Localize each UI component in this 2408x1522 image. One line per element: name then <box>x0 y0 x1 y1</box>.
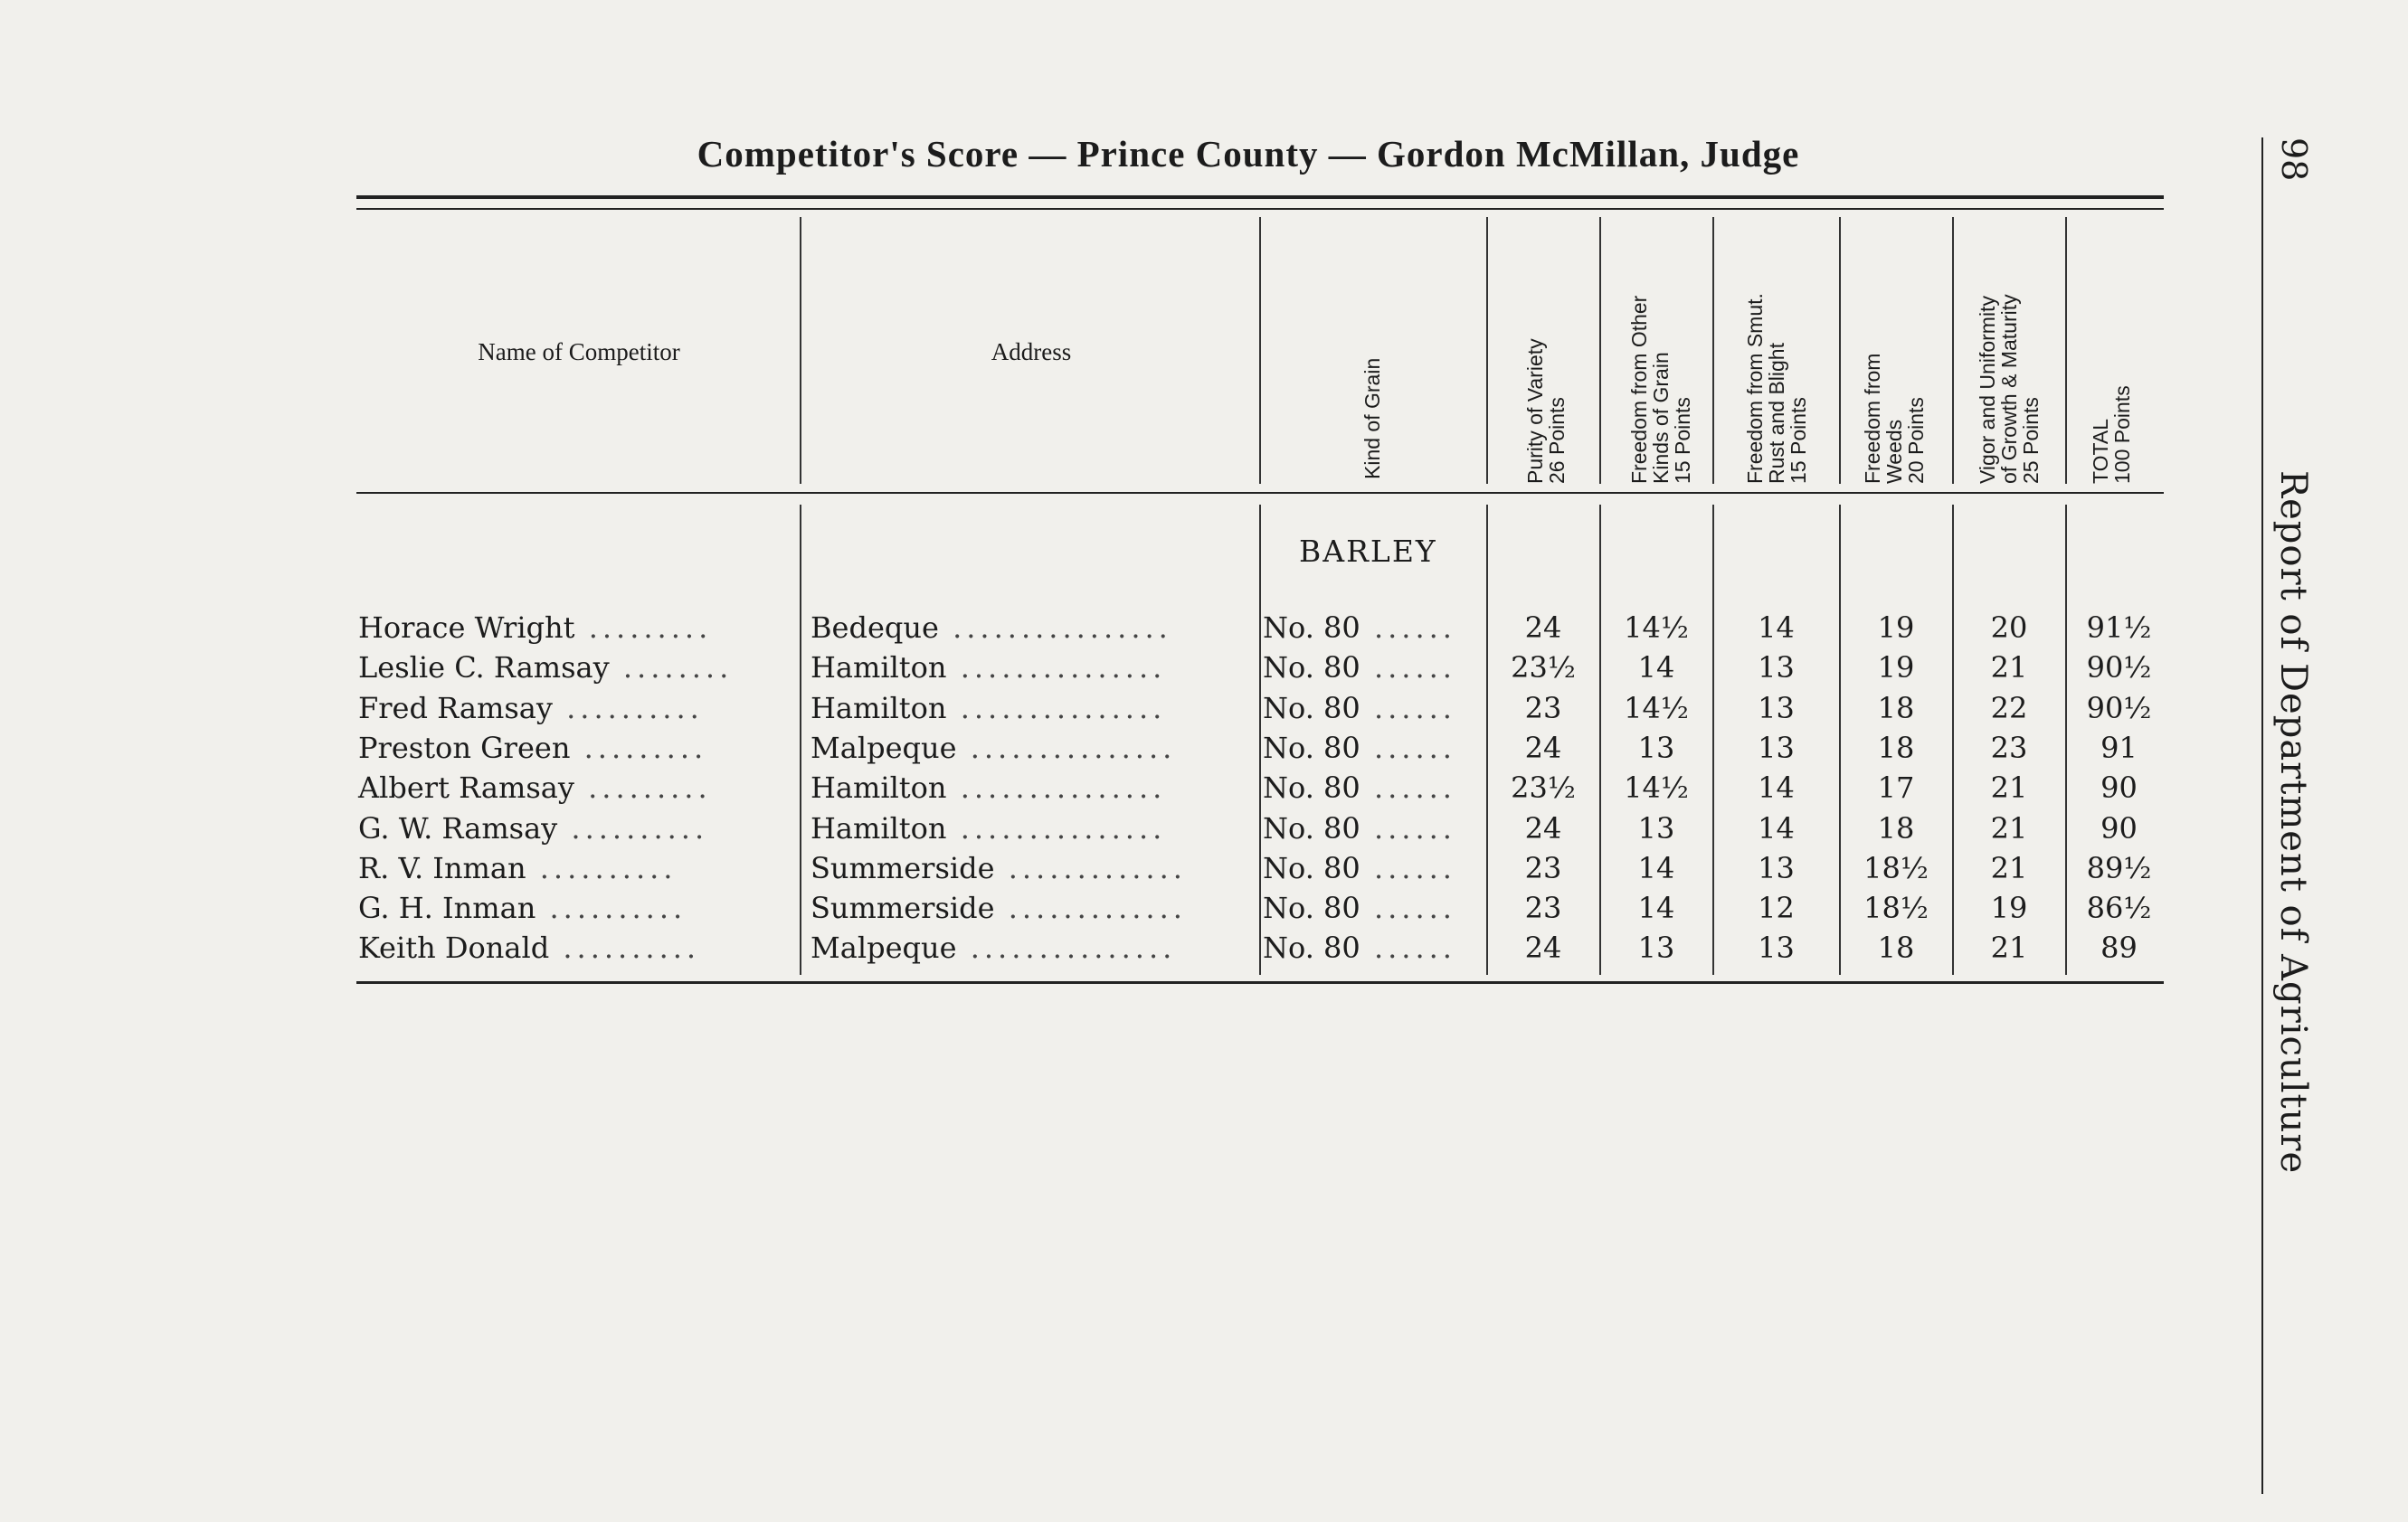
cell-weeds-text: 18 <box>1877 731 1915 765</box>
dot-leader: ...... <box>1360 650 1456 685</box>
cell-weeds <box>1841 728 1951 768</box>
cell-weeds-text: 18 <box>1877 811 1915 846</box>
header-freedom-other: Freedom from Other Kinds of Grain 15 Points <box>1627 295 1694 484</box>
dot-leader: ............... <box>946 770 1167 805</box>
cell-address <box>811 888 1257 928</box>
column-separator <box>2065 217 2067 484</box>
cell-name-text: G. W. Ramsay <box>358 811 558 846</box>
cell-kind-text: No. 80 <box>1263 731 1360 765</box>
header-kind: Kind of Grain <box>1360 357 1384 479</box>
cell-smut-text: 13 <box>1758 851 1795 885</box>
column-separator <box>1259 505 1261 975</box>
cell-other-text: 14 <box>1637 851 1675 885</box>
dot-leader: ...... <box>1360 691 1456 725</box>
column-separator <box>1839 217 1841 484</box>
side-running-title: Report of Department of Agriculture <box>2272 470 2314 1175</box>
cell-weeds <box>1841 848 1951 888</box>
cell-kind <box>1263 688 1485 728</box>
column-separator <box>1712 217 1714 484</box>
dot-leader: ................ <box>938 610 1172 645</box>
dot-leader: ...... <box>1360 891 1456 925</box>
cell-kind-text: No. 80 <box>1263 770 1360 805</box>
cell-weeds-text: 18 <box>1877 691 1915 725</box>
dot-leader: ............... <box>946 811 1167 846</box>
header-total: TOTAL 100 Points <box>2089 385 2134 484</box>
cell-address <box>811 608 1257 648</box>
dot-leader: ......... <box>574 770 712 805</box>
cell-address-text: Bedeque <box>811 610 939 645</box>
cell-other <box>1601 648 1711 687</box>
cell-name-text: R. V. Inman <box>358 851 526 885</box>
cell-total <box>2067 848 2171 888</box>
cell-vigor <box>1954 768 2064 808</box>
cell-kind-text: No. 80 <box>1263 851 1360 885</box>
cell-name-text: Leslie C. Ramsay <box>358 650 610 685</box>
header-freedom-smut: Freedom from Smut. Rust and Blight 15 Points <box>1743 293 1810 484</box>
top-rule-thick <box>356 195 2164 199</box>
cell-vigor-text: 23 <box>1990 731 2028 765</box>
dot-leader: ............... <box>956 931 1177 965</box>
cell-smut <box>1714 888 1838 928</box>
cell-total-text: 90 <box>2100 770 2138 805</box>
cell-name <box>358 608 798 648</box>
cell-kind <box>1263 608 1485 648</box>
cell-other <box>1601 608 1711 648</box>
cell-purity-text: 24 <box>1524 610 1562 645</box>
dot-leader: ............... <box>946 691 1167 725</box>
cell-address-text: Malpeque <box>811 731 957 765</box>
header-purity: Purity of Variety 26 Points <box>1523 338 1569 484</box>
cell-other-text: 13 <box>1637 731 1675 765</box>
cell-other-text: 14½ <box>1624 691 1689 725</box>
cell-address-text: Summerside <box>811 851 995 885</box>
dot-leader: .......... <box>536 891 687 925</box>
cell-address-text: Hamilton <box>811 650 947 685</box>
cell-smut-text: 14 <box>1758 811 1795 846</box>
cell-other <box>1601 688 1711 728</box>
cell-kind-text: No. 80 <box>1263 610 1360 645</box>
cell-other <box>1601 888 1711 928</box>
cell-smut-text: 13 <box>1758 650 1795 685</box>
cell-smut <box>1714 808 1838 848</box>
cell-kind <box>1263 888 1485 928</box>
cell-purity-text: 23½ <box>1511 770 1576 805</box>
cell-weeds <box>1841 928 1951 968</box>
cell-total <box>2067 648 2171 687</box>
cell-vigor-text: 21 <box>1990 770 2028 805</box>
cell-weeds-text: 18½ <box>1863 891 1929 925</box>
dot-leader: ........ <box>609 650 734 685</box>
cell-vigor-text: 20 <box>1990 610 2028 645</box>
cell-purity-text: 24 <box>1524 811 1562 846</box>
cell-smut <box>1714 928 1838 968</box>
cell-name-text: Albert Ramsay <box>358 770 574 805</box>
column-separator <box>1259 217 1261 484</box>
page-number: 98 <box>2274 137 2314 182</box>
cell-address-text: Hamilton <box>811 811 947 846</box>
cell-smut-text: 13 <box>1758 931 1795 965</box>
cell-kind <box>1263 728 1485 768</box>
cell-vigor-text: 21 <box>1990 650 2028 685</box>
cell-total <box>2067 888 2171 928</box>
cell-weeds-text: 17 <box>1877 770 1915 805</box>
cell-kind <box>1263 648 1485 687</box>
cell-other-text: 14 <box>1637 891 1675 925</box>
column-separator <box>1952 217 1954 484</box>
cell-purity <box>1488 808 1598 848</box>
cell-kind-text: No. 80 <box>1263 811 1360 846</box>
dot-leader: ......... <box>574 610 713 645</box>
cell-name-text: Preston Green <box>358 731 571 765</box>
cell-weeds-text: 19 <box>1877 610 1915 645</box>
cell-total-text: 90 <box>2100 811 2138 846</box>
cell-total-text: 86½ <box>2086 891 2152 925</box>
cell-smut-text: 12 <box>1758 891 1795 925</box>
cell-name-text: Fred Ramsay <box>358 691 553 725</box>
cell-weeds-text: 18½ <box>1863 851 1929 885</box>
cell-name-text: Horace Wright <box>358 610 575 645</box>
cell-vigor <box>1954 808 2064 848</box>
cell-other <box>1601 728 1711 768</box>
cell-kind <box>1263 768 1485 808</box>
dot-leader: .......... <box>552 691 704 725</box>
top-rule-thin <box>356 208 2164 210</box>
cell-weeds <box>1841 768 1951 808</box>
cell-other-text: 14½ <box>1624 610 1689 645</box>
cell-weeds-text: 18 <box>1877 931 1915 965</box>
cell-purity-text: 24 <box>1524 931 1562 965</box>
cell-weeds <box>1841 888 1951 928</box>
cell-kind <box>1263 808 1485 848</box>
cell-vigor <box>1954 608 2064 648</box>
cell-total <box>2067 928 2171 968</box>
cell-vigor <box>1954 928 2064 968</box>
cell-vigor-text: 21 <box>1990 811 2028 846</box>
cell-smut <box>1714 728 1838 768</box>
cell-name <box>358 648 798 687</box>
cell-smut <box>1714 688 1838 728</box>
cell-name <box>358 848 798 888</box>
cell-name <box>358 928 798 968</box>
cell-name-text: G. H. Inman <box>358 891 536 925</box>
cell-name-text: Keith Donald <box>358 931 550 965</box>
cell-kind <box>1263 848 1485 888</box>
header-name: Name of Competitor <box>478 338 680 365</box>
cell-vigor <box>1954 888 2064 928</box>
cell-smut-text: 14 <box>1758 610 1795 645</box>
cell-name <box>358 728 798 768</box>
cell-other-text: 14 <box>1637 650 1675 685</box>
cell-vigor <box>1954 648 2064 687</box>
cell-total <box>2067 768 2171 808</box>
column-separator <box>800 505 801 975</box>
cell-kind <box>1263 928 1485 968</box>
cell-address-text: Hamilton <box>811 691 947 725</box>
cell-kind-text: No. 80 <box>1263 931 1360 965</box>
dot-leader: ............. <box>994 851 1187 885</box>
cell-total-text: 90½ <box>2086 691 2152 725</box>
cell-other-text: 14½ <box>1624 770 1689 805</box>
cell-total-text: 89 <box>2100 931 2138 965</box>
cell-smut <box>1714 648 1838 687</box>
cell-vigor <box>1954 728 2064 768</box>
cell-total-text: 89½ <box>2086 851 2152 885</box>
cell-purity-text: 23 <box>1524 851 1562 885</box>
cell-weeds <box>1841 808 1951 848</box>
cell-address-text: Summerside <box>811 891 995 925</box>
dot-leader: .......... <box>549 931 701 965</box>
cell-address <box>811 928 1257 968</box>
cell-total <box>2067 808 2171 848</box>
cell-total <box>2067 608 2171 648</box>
cell-weeds <box>1841 688 1951 728</box>
cell-address <box>811 648 1257 687</box>
column-separator <box>1599 217 1601 484</box>
cell-kind-text: No. 80 <box>1263 891 1360 925</box>
dot-leader: ...... <box>1360 851 1456 885</box>
section-label: BARLEY <box>1299 534 1437 569</box>
cell-other-text: 13 <box>1637 811 1675 846</box>
dot-leader: ............... <box>946 650 1167 685</box>
cell-other <box>1601 848 1711 888</box>
cell-purity <box>1488 848 1598 888</box>
cell-address <box>811 848 1257 888</box>
cell-purity <box>1488 768 1598 808</box>
cell-vigor-text: 21 <box>1990 851 2028 885</box>
dot-leader: .......... <box>557 811 709 846</box>
dot-leader: ...... <box>1360 731 1456 765</box>
cell-purity-text: 23 <box>1524 891 1562 925</box>
cell-other <box>1601 768 1711 808</box>
cell-smut-text: 13 <box>1758 691 1795 725</box>
cell-vigor-text: 21 <box>1990 931 2028 965</box>
cell-total-text: 91 <box>2100 731 2138 765</box>
cell-weeds-text: 19 <box>1877 650 1915 685</box>
cell-vigor <box>1954 688 2064 728</box>
dot-leader: ...... <box>1360 931 1456 965</box>
cell-address-text: Hamilton <box>811 770 947 805</box>
cell-other-text: 13 <box>1637 931 1675 965</box>
cell-smut <box>1714 608 1838 648</box>
dot-leader: ......... <box>570 731 708 765</box>
cell-purity-text: 23½ <box>1511 650 1576 685</box>
cell-purity-text: 23 <box>1524 691 1562 725</box>
header-address: Address <box>991 338 1072 365</box>
dot-leader: ............... <box>956 731 1177 765</box>
cell-purity <box>1488 608 1598 648</box>
dot-leader: .......... <box>526 851 678 885</box>
page-title: Competitor's Score — Prince County — Gordon McMillan, Judge <box>697 133 1800 175</box>
cell-kind-text: No. 80 <box>1263 691 1360 725</box>
cell-smut-text: 14 <box>1758 770 1795 805</box>
cell-name <box>358 768 798 808</box>
cell-kind-text: No. 80 <box>1263 650 1360 685</box>
cell-total-text: 90½ <box>2086 650 2152 685</box>
cell-name <box>358 888 798 928</box>
column-separator <box>1486 217 1488 484</box>
cell-purity <box>1488 648 1598 687</box>
cell-address <box>811 768 1257 808</box>
cell-weeds <box>1841 608 1951 648</box>
header-freedom-weeds: Freedom from Weeds 20 Points <box>1861 353 1928 484</box>
cell-vigor-text: 19 <box>1990 891 2028 925</box>
cell-vigor-text: 22 <box>1990 691 2028 725</box>
cell-address <box>811 808 1257 848</box>
cell-other <box>1601 928 1711 968</box>
cell-total-text: 91½ <box>2086 610 2152 645</box>
cell-weeds <box>1841 648 1951 687</box>
column-separator <box>800 217 801 484</box>
cell-address <box>811 728 1257 768</box>
bottom-rule <box>356 981 2164 984</box>
header-vigor: Vigor and Uniformity of Growth & Maturity 25 Points <box>1976 294 2043 484</box>
cell-smut <box>1714 848 1838 888</box>
cell-total <box>2067 728 2171 768</box>
dot-leader: ............. <box>994 891 1187 925</box>
cell-address <box>811 688 1257 728</box>
dot-leader: ...... <box>1360 811 1456 846</box>
cell-purity <box>1488 928 1598 968</box>
cell-smut-text: 13 <box>1758 731 1795 765</box>
cell-total <box>2067 688 2171 728</box>
cell-address-text: Malpeque <box>811 931 957 965</box>
cell-other <box>1601 808 1711 848</box>
cell-purity <box>1488 688 1598 728</box>
cell-vigor <box>1954 848 2064 888</box>
side-rule <box>2261 137 2263 1494</box>
header-rule <box>356 492 2164 494</box>
cell-purity <box>1488 728 1598 768</box>
cell-name <box>358 808 798 848</box>
cell-purity-text: 24 <box>1524 731 1562 765</box>
cell-name <box>358 688 798 728</box>
dot-leader: ...... <box>1360 770 1456 805</box>
cell-smut <box>1714 768 1838 808</box>
cell-purity <box>1488 888 1598 928</box>
dot-leader: ...... <box>1360 610 1456 645</box>
